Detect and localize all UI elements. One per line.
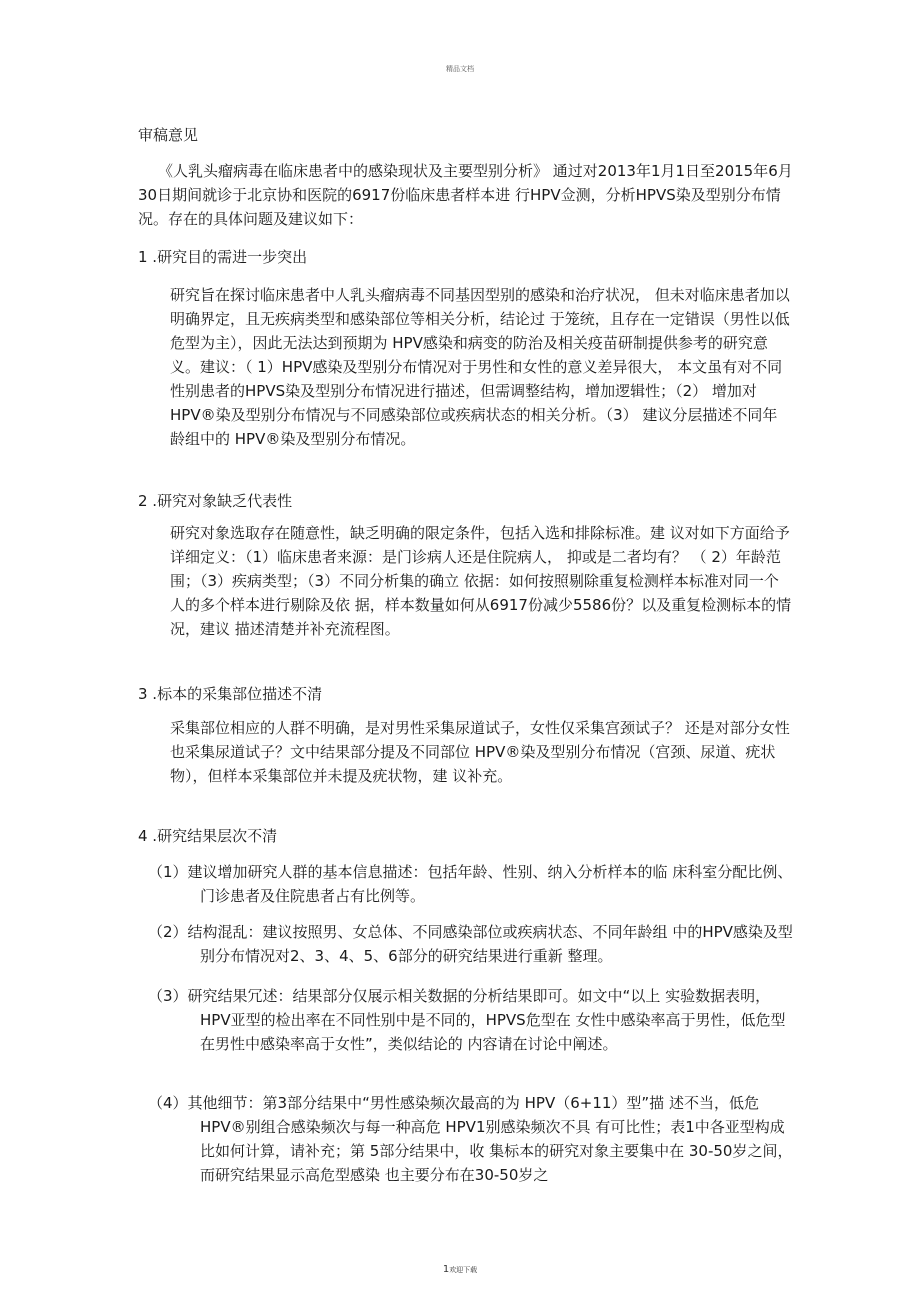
page-header: 精品文档 (446, 65, 474, 73)
section-heading-4: 4 .研究结果层次不清 (138, 827, 278, 845)
section-body-2: 研究对象选取存在随意性，缺乏明确的限定条件，包括入选和排除标准。建 议对如下方面给予详细定义：（1）临床患者来源：是门诊病人还是住院病人， 抑或是二者均有？ （ 2）年龄范围；（3）疾病类型；（3）不同分析集的确立 依据：如何按照剔除重复检测样本标准对同一个人的多个样本进行剔除及依 据，样本数量如何从6917份减少5586份？以及重复检测标本的情况，建议 描述清楚并补充流程图。 (170, 524, 792, 638)
list-item-1: （1）建议增加研究人群的基本信息描述：包括年龄、性别、纳入分析样本的临 床科室分配比例、门诊患者及住院患者占有比例等。 (148, 863, 793, 905)
page-number: 1 (442, 1264, 450, 1275)
section-body-1: 研究旨在探讨临床患者中人乳头瘤病毒不同基因型别的感染和治疗状况， 但未对临床患者加以明确界定，且无疾病类型和感染部位等相关分析，结论过 于笼统，且存在一定错误（男性以低危型为主），因此无法达到预期为 HPV感染和病变的防治及相关疫苗研制提供参考的研究意义。建议：（ 1）HPV感染及型别分布情况对于男性和女性的意义差异很大， 本文虽有对不同性别患者的HPVS染及型别分布情况进行描述，但需调整结构，增加逻辑性；（2） 增加对HPV®染及型别分布情况与不同感染部位或疾病状态的相关分析。（3） 建议分层描述不同年龄组中的 HPV®染及型别分布情况。 (170, 286, 790, 448)
page-footer (0, 1264, 920, 1275)
list-item-4: （4）其他细节：第3部分结果中“男性感染频次最高的为 HPV（6+11）型”描 述不当，低危HPV®别组合感染频次与每一种高危 HPV1别感染频次不具 有可比性；表1中各亚型构成比如何计算，请补充；第 5部分结果中，收 集标本的研究对象主要集中在 30-50岁之间，而研究结果显示高危型感染 也主要分布在30-50岁之 (148, 1094, 793, 1184)
section-heading-1: 1 .研究目的需进一步突出 (138, 248, 308, 266)
list-item-2: （2）结构混乱：建议按照男、女总体、不同感染部位或疾病状态、不同年龄组 中的HPV感染及型别分布情况对2、3、4、5、6部分的研究结果进行重新 整理。 (148, 923, 793, 965)
document-title: 审稿意见 (138, 126, 199, 144)
footer-note: 欢迎下载 (449, 1266, 478, 1274)
section-heading-2: 2 .研究对象缺乏代表性 (138, 492, 293, 510)
section-body-3: 采集部位相应的人群不明确，是对男性采集尿道试子，女性仅采集宫颈试子？ 还是对部分女性也采集尿道试子？文中结果部分提及不同部位 HPV®染及型别分布情况（宫颈、尿道、疣状物），但样本采集部位并未提及疣状物，建 议补充。 (170, 719, 790, 785)
intro-paragraph: 《人乳头瘤病毒在临床患者中的感染现状及主要型别分析》 通过对2013年1月1日至2015年6月30日期间就诊于北京协和医院的6917份临床患者样本进 行HPV佥测，分析HPVS染及型别分布情况。存在的具体问题及建议如下： (138, 162, 793, 228)
section-heading-3: 3 .标本的采集部位描述不清 (138, 685, 323, 703)
list-item-3: （3）研究结果冗述：结果部分仅展示相关数据的分析结果即可。如文中“以上 实验数据表明，HPV亚型的检出率在不同性别中是不同的，HPVS危型在 女性中感染率高于男性，低危型在男性中感染率高于女性”，类似结论的 内容请在讨论中阐述。 (148, 987, 786, 1053)
